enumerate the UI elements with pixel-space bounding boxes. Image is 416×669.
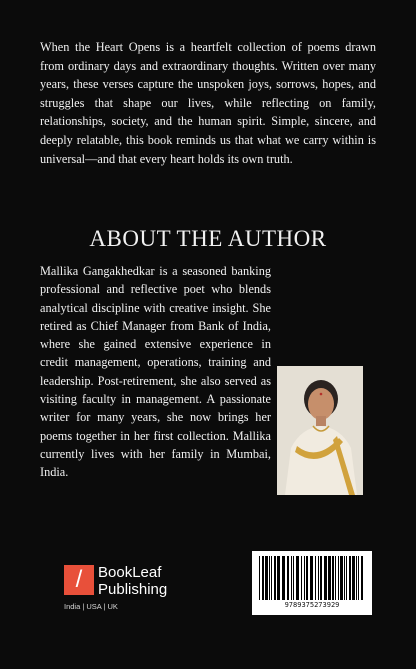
barcode-bar: [310, 556, 313, 600]
barcode-bar: [328, 556, 331, 600]
barcode-bar: [301, 556, 302, 600]
barcode-bar: [332, 556, 334, 600]
barcode-bar: [262, 556, 264, 600]
barcode-bar: [324, 556, 327, 600]
publisher-logo-mark: /: [64, 565, 94, 595]
barcode-bar: [346, 556, 347, 600]
barcode-bar: [296, 556, 299, 600]
barcode-bar: [287, 556, 289, 600]
barcode-bar: [320, 556, 322, 600]
publisher-name-line2: Publishing: [98, 581, 168, 598]
author-bio: Mallika Gangakhedkar is a seasoned banking professional and reflective poet who blends analytical discipline with creative insight. She retired as Chief Manager from Bank of India, where she gained extensive experience in credit management, operations, training and leadership. Post-retirement, she also served as visiting faculty in management. A passionate writer for many years, she now brings her poems together in her first collection. Mallika currently lives with her family in Mumbai, India.: [40, 264, 271, 480]
publisher-logo: [64, 563, 184, 619]
barcode-bar: [291, 556, 292, 600]
barcode-bar: [349, 556, 351, 600]
barcode-bar: [269, 556, 270, 600]
back-cover-blurb: When the Heart Opens is a heartfelt collection of poems drawn from ordinary days and extraordinary thoughts. Written over many years, these verses capture the unspoken joys, sorrows, hopes, and struggles that shape our lives, while reflecting on family, relationships, society, and the human spirit. Simple, sincere, and deeply relatable, this book reminds us that what we carry within is universal—and that every heart holds its own truth.: [40, 40, 376, 166]
publisher-name: [98, 564, 198, 598]
isbn-number: 9789375273929: [284, 601, 340, 609]
about-author-heading: ABOUT THE AUTHOR: [89, 226, 327, 251]
barcode-bar: [304, 556, 305, 600]
barcode-bar: [356, 556, 357, 600]
author-photo: [277, 366, 363, 495]
barcode-bar: [265, 556, 268, 600]
barcode-bar: [315, 556, 316, 600]
barcode-bar: [271, 556, 272, 600]
barcode-bars: [258, 556, 366, 600]
barcode-bar: [338, 556, 339, 600]
publisher-regions: India | USA | UK: [64, 602, 118, 611]
isbn-barcode: [252, 551, 372, 615]
barcode-bar: [358, 556, 359, 600]
barcode-bar: [277, 556, 280, 600]
barcode-bar: [361, 556, 363, 600]
barcode-bar: [259, 556, 260, 600]
barcode-bar: [306, 556, 308, 600]
barcode-bar: [340, 556, 343, 600]
barcode-bar: [352, 556, 355, 600]
barcode-bar: [318, 556, 319, 600]
publisher-name-line1: BookLeaf: [98, 564, 162, 581]
barcode-bar: [274, 556, 276, 600]
barcode-bar: [335, 556, 336, 600]
barcode-bar: [282, 556, 285, 600]
barcode-bar: [344, 556, 345, 600]
barcode-bar: [293, 556, 294, 600]
